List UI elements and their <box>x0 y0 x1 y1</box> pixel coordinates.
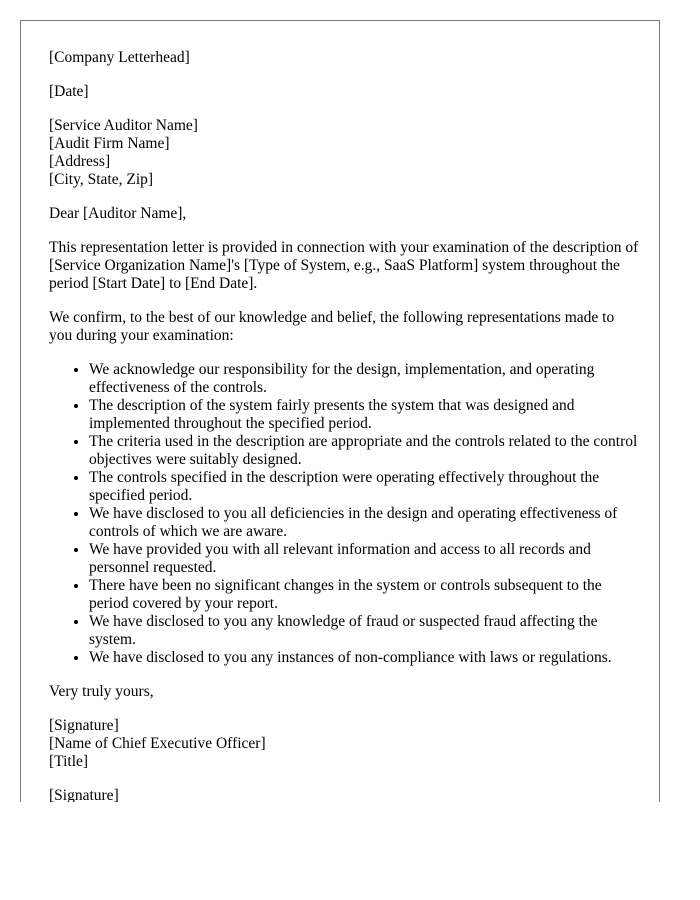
recipient-address-block <box>49 117 639 189</box>
list-item: • We have disclosed to you all deficiencies in the design and operating effectiveness of controls of which we are aware. <box>89 505 639 541</box>
letter-page <box>20 20 660 802</box>
list-item: • The criteria used in the description are appropriate and the controls related to the control objectives were suitably designed. <box>89 433 639 469</box>
signatory-name: [Name of Chief Executive Officer] <box>49 735 266 752</box>
list-item: • We have provided you with all relevant information and access to all records and personnel requested. <box>89 541 639 577</box>
list-item: • We have disclosed to you any knowledge of fraud or suspected fraud affecting the system. <box>89 613 639 649</box>
salutation: Dear [Auditor Name], <box>49 205 187 222</box>
list-item: • The controls specified in the description were operating effectively throughout the specified period. <box>89 469 639 505</box>
company-letterhead: [Company Letterhead] <box>49 49 190 66</box>
letter-content <box>49 49 639 802</box>
recipient-city-state-zip: [City, State, Zip] <box>49 171 154 188</box>
letter-date: [Date] <box>49 83 89 100</box>
intro-paragraph: This representation letter is provided in connection with your examination of the description of [Service Organization Name]'s [Type of System, e.g., SaaS Platform] system throughout the period [Start Date] to [End Date]. <box>49 239 639 292</box>
representations-list <box>49 361 639 667</box>
list-item: • We have disclosed to you any instances of non-compliance with laws or regulations. <box>89 649 639 667</box>
recipient-firm: [Audit Firm Name] <box>49 135 170 152</box>
confirm-paragraph: We confirm, to the best of our knowledge and belief, the following representations made to you during your examination: <box>49 309 615 344</box>
recipient-address: [Address] <box>49 153 111 170</box>
closing: Very truly yours, <box>49 683 154 700</box>
list-item: • There have been no significant changes in the system or controls subsequent to the period covered by your report. <box>89 577 639 613</box>
list-item: • We acknowledge our responsibility for the design, implementation, and operating effectiveness of the controls. <box>89 361 639 397</box>
signature-line: [Signature] <box>49 717 119 734</box>
signature-block-second <box>49 787 639 802</box>
signature-line: [Signature] <box>49 787 119 802</box>
recipient-name: [Service Auditor Name] <box>49 117 198 134</box>
list-item: • The description of the system fairly presents the system that was designed and implemented throughout the specified period. <box>89 397 639 433</box>
signatory-title: [Title] <box>49 753 89 770</box>
signature-block-ceo <box>49 717 639 771</box>
